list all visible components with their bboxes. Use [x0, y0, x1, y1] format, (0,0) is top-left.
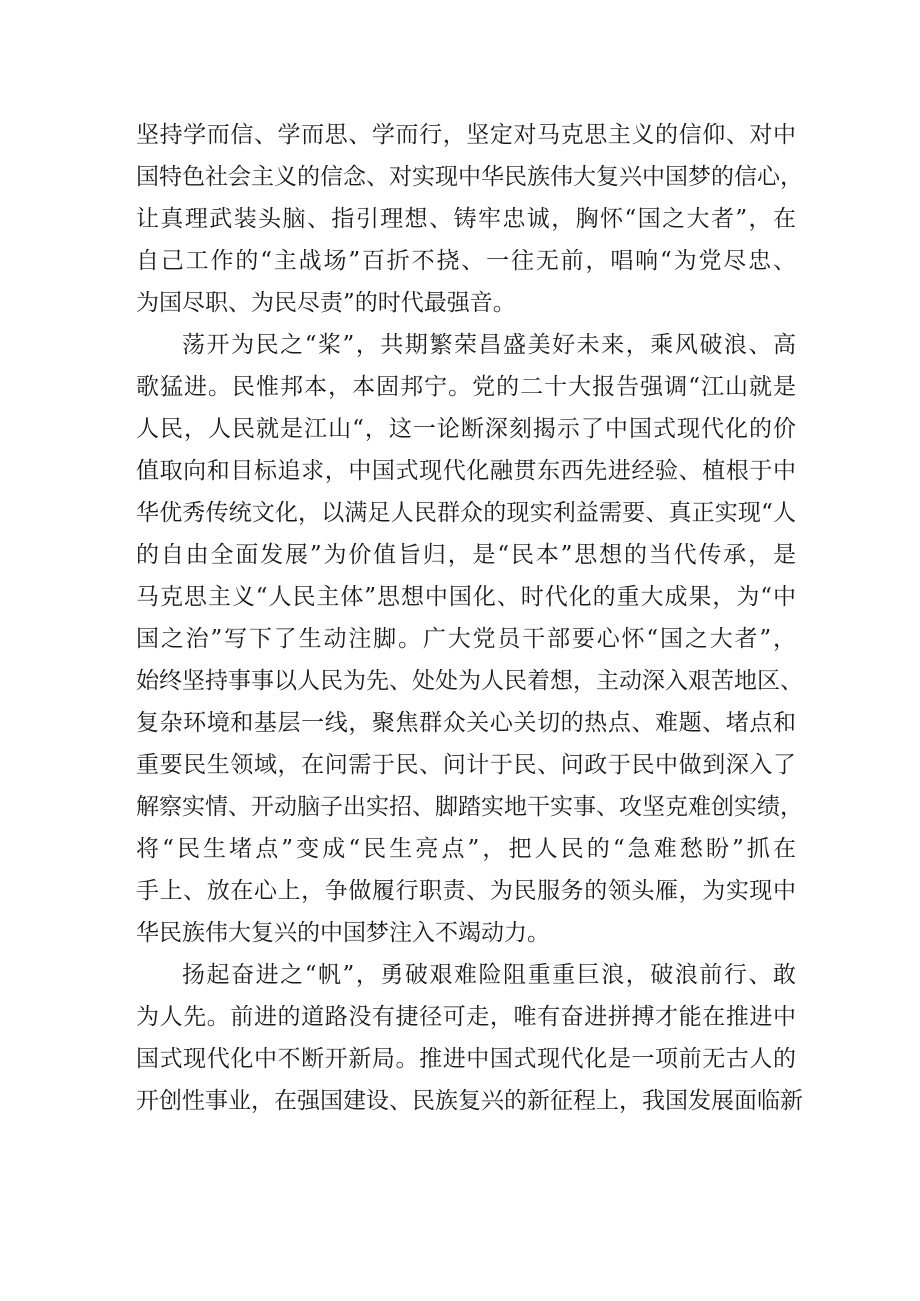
text-line: 坚持学而信、学而思、学而行，坚定对马克思主义的信仰、对中 — [136, 122, 796, 148]
text-line: 国之治”写下了生动注脚。广大党员干部要心怀“国之大者”， — [136, 626, 796, 652]
text-line: 始终坚持事事以人民为先、处处为人民着想，主动深入艰苦地区、 — [136, 668, 803, 694]
text-line: 开创性事业，在强国建设、民族复兴的新征程上，我国发展面临新 — [136, 1088, 803, 1114]
paragraph-2 — [136, 324, 803, 954]
text-line: 马克思主义“人民主体”思想中国化、时代化的重大成果，为“中 — [136, 584, 796, 610]
paragraph-1 — [136, 114, 803, 324]
text-line: 复杂环境和基层一线，聚焦群众关心关切的热点、难题、堵点和 — [136, 710, 796, 736]
text-line: 荡开为民之“桨”，共期繁荣昌盛美好未来，乘风破浪、高 — [182, 332, 796, 358]
text-line: 为国尽职、为民尽责”的时代最强音。 — [136, 290, 516, 316]
text-line: 华民族伟大复兴的中国梦注入不竭动力。 — [136, 920, 550, 946]
text-line: 值取向和目标追求，中国式现代化融贯东西先进经验、植根于中 — [136, 458, 796, 484]
text-line: 手上、放在心上，争做履行职责、为民服务的领头雁，为实现中 — [136, 878, 796, 904]
text-line: 扬起奋进之“帆”，勇破艰难险阻重重巨浪，破浪前行、敢 — [182, 962, 796, 988]
text-line: 为人先。前进的道路没有捷径可走，唯有奋进拼搏才能在推进中 — [136, 1004, 796, 1030]
text-line: 国式现代化中不断开新局。推进中国式现代化是一项前无古人的 — [136, 1046, 796, 1072]
text-line: 自己工作的“主战场”百折不挠、一往无前，唱响“为党尽忠、 — [136, 248, 796, 274]
text-line: 解察实情、开动脑子出实招、脚踏实地干实事、攻坚克难创实绩， — [136, 794, 803, 820]
text-line: 重要民生领域，在问需于民、问计于民、问政于民中做到深入了 — [136, 752, 796, 778]
document-body — [136, 114, 803, 1122]
text-line: 歌猛进。民惟邦本，本固邦宁。党的二十大报告强调“江山就是 — [136, 374, 796, 400]
text-line: 人民，人民就是江山“，这一论断深刻揭示了中国式现代化的价 — [136, 416, 796, 442]
text-line: 让真理武装头脑、指引理想、铸牢忠诚，胸怀“国之大者”，在 — [136, 206, 796, 232]
text-line: 的自由全面发展”为价值旨归，是“民本”思想的当代传承，是 — [136, 542, 796, 568]
paragraph-3 — [136, 954, 803, 1122]
text-line: 将“民生堵点”变成“民生亮点”，把人民的“急难愁盼”抓在 — [136, 836, 796, 862]
text-line: 国特色社会主义的信念、对实现中华民族伟大复兴中国梦的信心， — [136, 164, 803, 190]
text-line: 华优秀传统文化，以满足人民群众的现实利益需要、真正实现“人 — [136, 500, 796, 526]
